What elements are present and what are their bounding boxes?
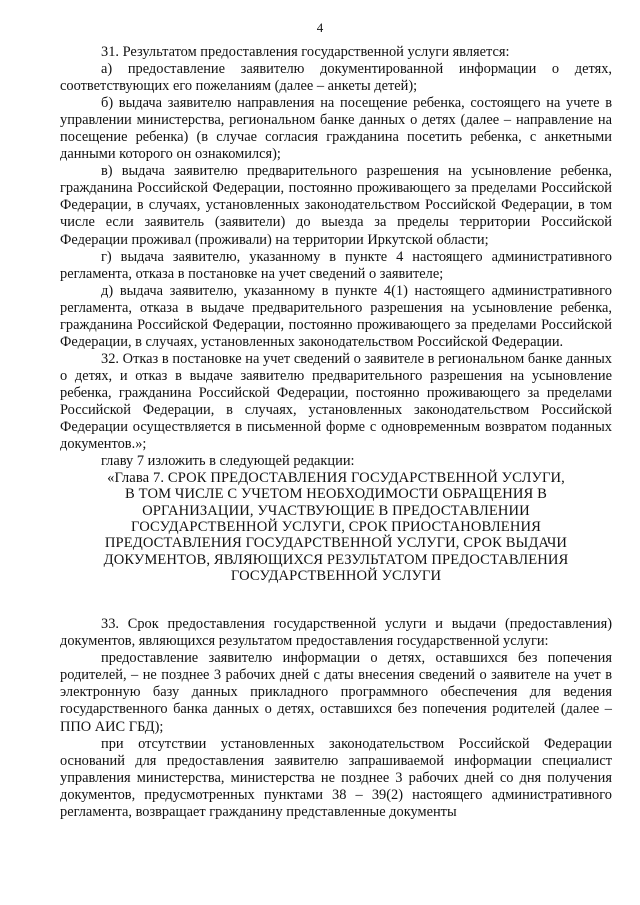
document-body <box>60 44 612 821</box>
heading-line: ГОСУДАРСТВЕННОЙ УСЛУГИ, СРОК ПРИОСТАНОВЛЕНИЯ <box>131 519 541 536</box>
page-number: 4 <box>316 20 324 35</box>
paragraph-31-b: б) выдача заявителю направления на посещение ребенка, состоящего на учете в управлении министерства, региональном банке данных о детях (далее – направление на посещение ребенка) (в случае согласия гражданина посетить ребенка, с анкетными данными которого он ознакомился); <box>60 95 612 163</box>
paragraph-chapter-7-intro: главу 7 изложить в следующей редакции: <box>101 453 355 470</box>
heading-line: ДОКУМЕНТОВ, ЯВЛЯЮЩИХСЯ РЕЗУЛЬТАТОМ ПРЕДОСТАВЛЕНИЯ <box>103 551 569 568</box>
paragraph-31-d: д) выдача заявителю, указанному в пункте 4(1) настоящего административного регламента, отказа в выдаче предварительного разрешения на усыновление ребенка, гражданина Российской Федерации, постоянно проживающего за пределами Российской Федерации, в случаях, установленных законодательством Российской Федерации. <box>60 282 612 350</box>
paragraph-33-refusal: при отсутствии установленных законодательством Российской Федерации оснований для предоставления заявителю запрашиваемой информации специалист управления министерства, министерства не позднее 3 рабочих дней со дня получения документов, предусмотренных пунктами 38 – 39(2) настоящего административного регламента, возвращает гражданину представленные документы <box>60 735 612 820</box>
heading-line: ОРГАНИЗАЦИИ, УЧАСТВУЮЩИЕ В ПРЕДОСТАВЛЕНИИ <box>142 502 530 519</box>
paragraph-33-info: предоставление заявителю информации о детях, оставшихся без попечения родителей, – не позднее 3 рабочих дней с даты внесения сведений о заявителе на учет в электронную базу данных прикладного программного обеспечения для ведения государственного банка данных о детях, оставшихся без попечения родителей (далее – ППО АИС ГБД); <box>60 650 612 735</box>
heading-line: В ТОМ ЧИСЛЕ С УЧЕТОМ НЕОБХОДИМОСТИ ОБРАЩЕНИЯ В <box>125 486 547 503</box>
paragraph-31-g: г) выдача заявителю, указанному в пункте 4 настоящего административного регламента, отказа в постановке на учет сведений о заявителе; <box>60 248 612 282</box>
heading-line: ГОСУДАРСТВЕННОЙ УСЛУГИ <box>230 567 442 584</box>
chapter-7-heading <box>60 470 612 584</box>
paragraph-31-v: в) выдача заявителю предварительного разрешения на усыновление ребенка, гражданина Российской Федерации, постоянно проживающего за пределами Российской Федерации, в случаях, установленных законодательством Российской Федерации, в том числе если заявитель (заявители) до выезда за пределы территории Российской Федерации проживал (проживали) на территории Иркутской области; <box>60 163 612 248</box>
paragraph-31-intro: 31. Результатом предоставления государственной услуги является: <box>101 44 510 60</box>
heading-line: «Глава 7. СРОК ПРЕДОСТАВЛЕНИЯ ГОСУДАРСТВЕННОЙ УСЛУГИ, <box>107 470 565 487</box>
paragraph-33: 33. Срок предоставления государственной услуги и выдачи (предоставления) документов, являющихся результатом предоставления государственной услуги: <box>60 616 612 650</box>
paragraph-31-a: а) предоставление заявителю документированной информации о детях, соответствующих его пожеланиям (далее – анкеты детей); <box>60 61 612 95</box>
heading-line: ПРЕДОСТАВЛЕНИЯ ГОСУДАРСТВЕННОЙ УСЛУГИ, СРОК ВЫДАЧИ <box>104 535 568 552</box>
paragraph-32: 32. Отказ в постановке на учет сведений о заявителе в региональном банке данных о детях, и отказ в выдаче заявителю предварительного разрешения на усыновление ребенка, гражданина Российской Федерации, постоянно проживающего за пределами Российской Федерации, в случаях, установленных законодательством Российской Федерации осуществляется в письменной форме с одновременным возвратом поданных документов.»; <box>60 350 612 453</box>
